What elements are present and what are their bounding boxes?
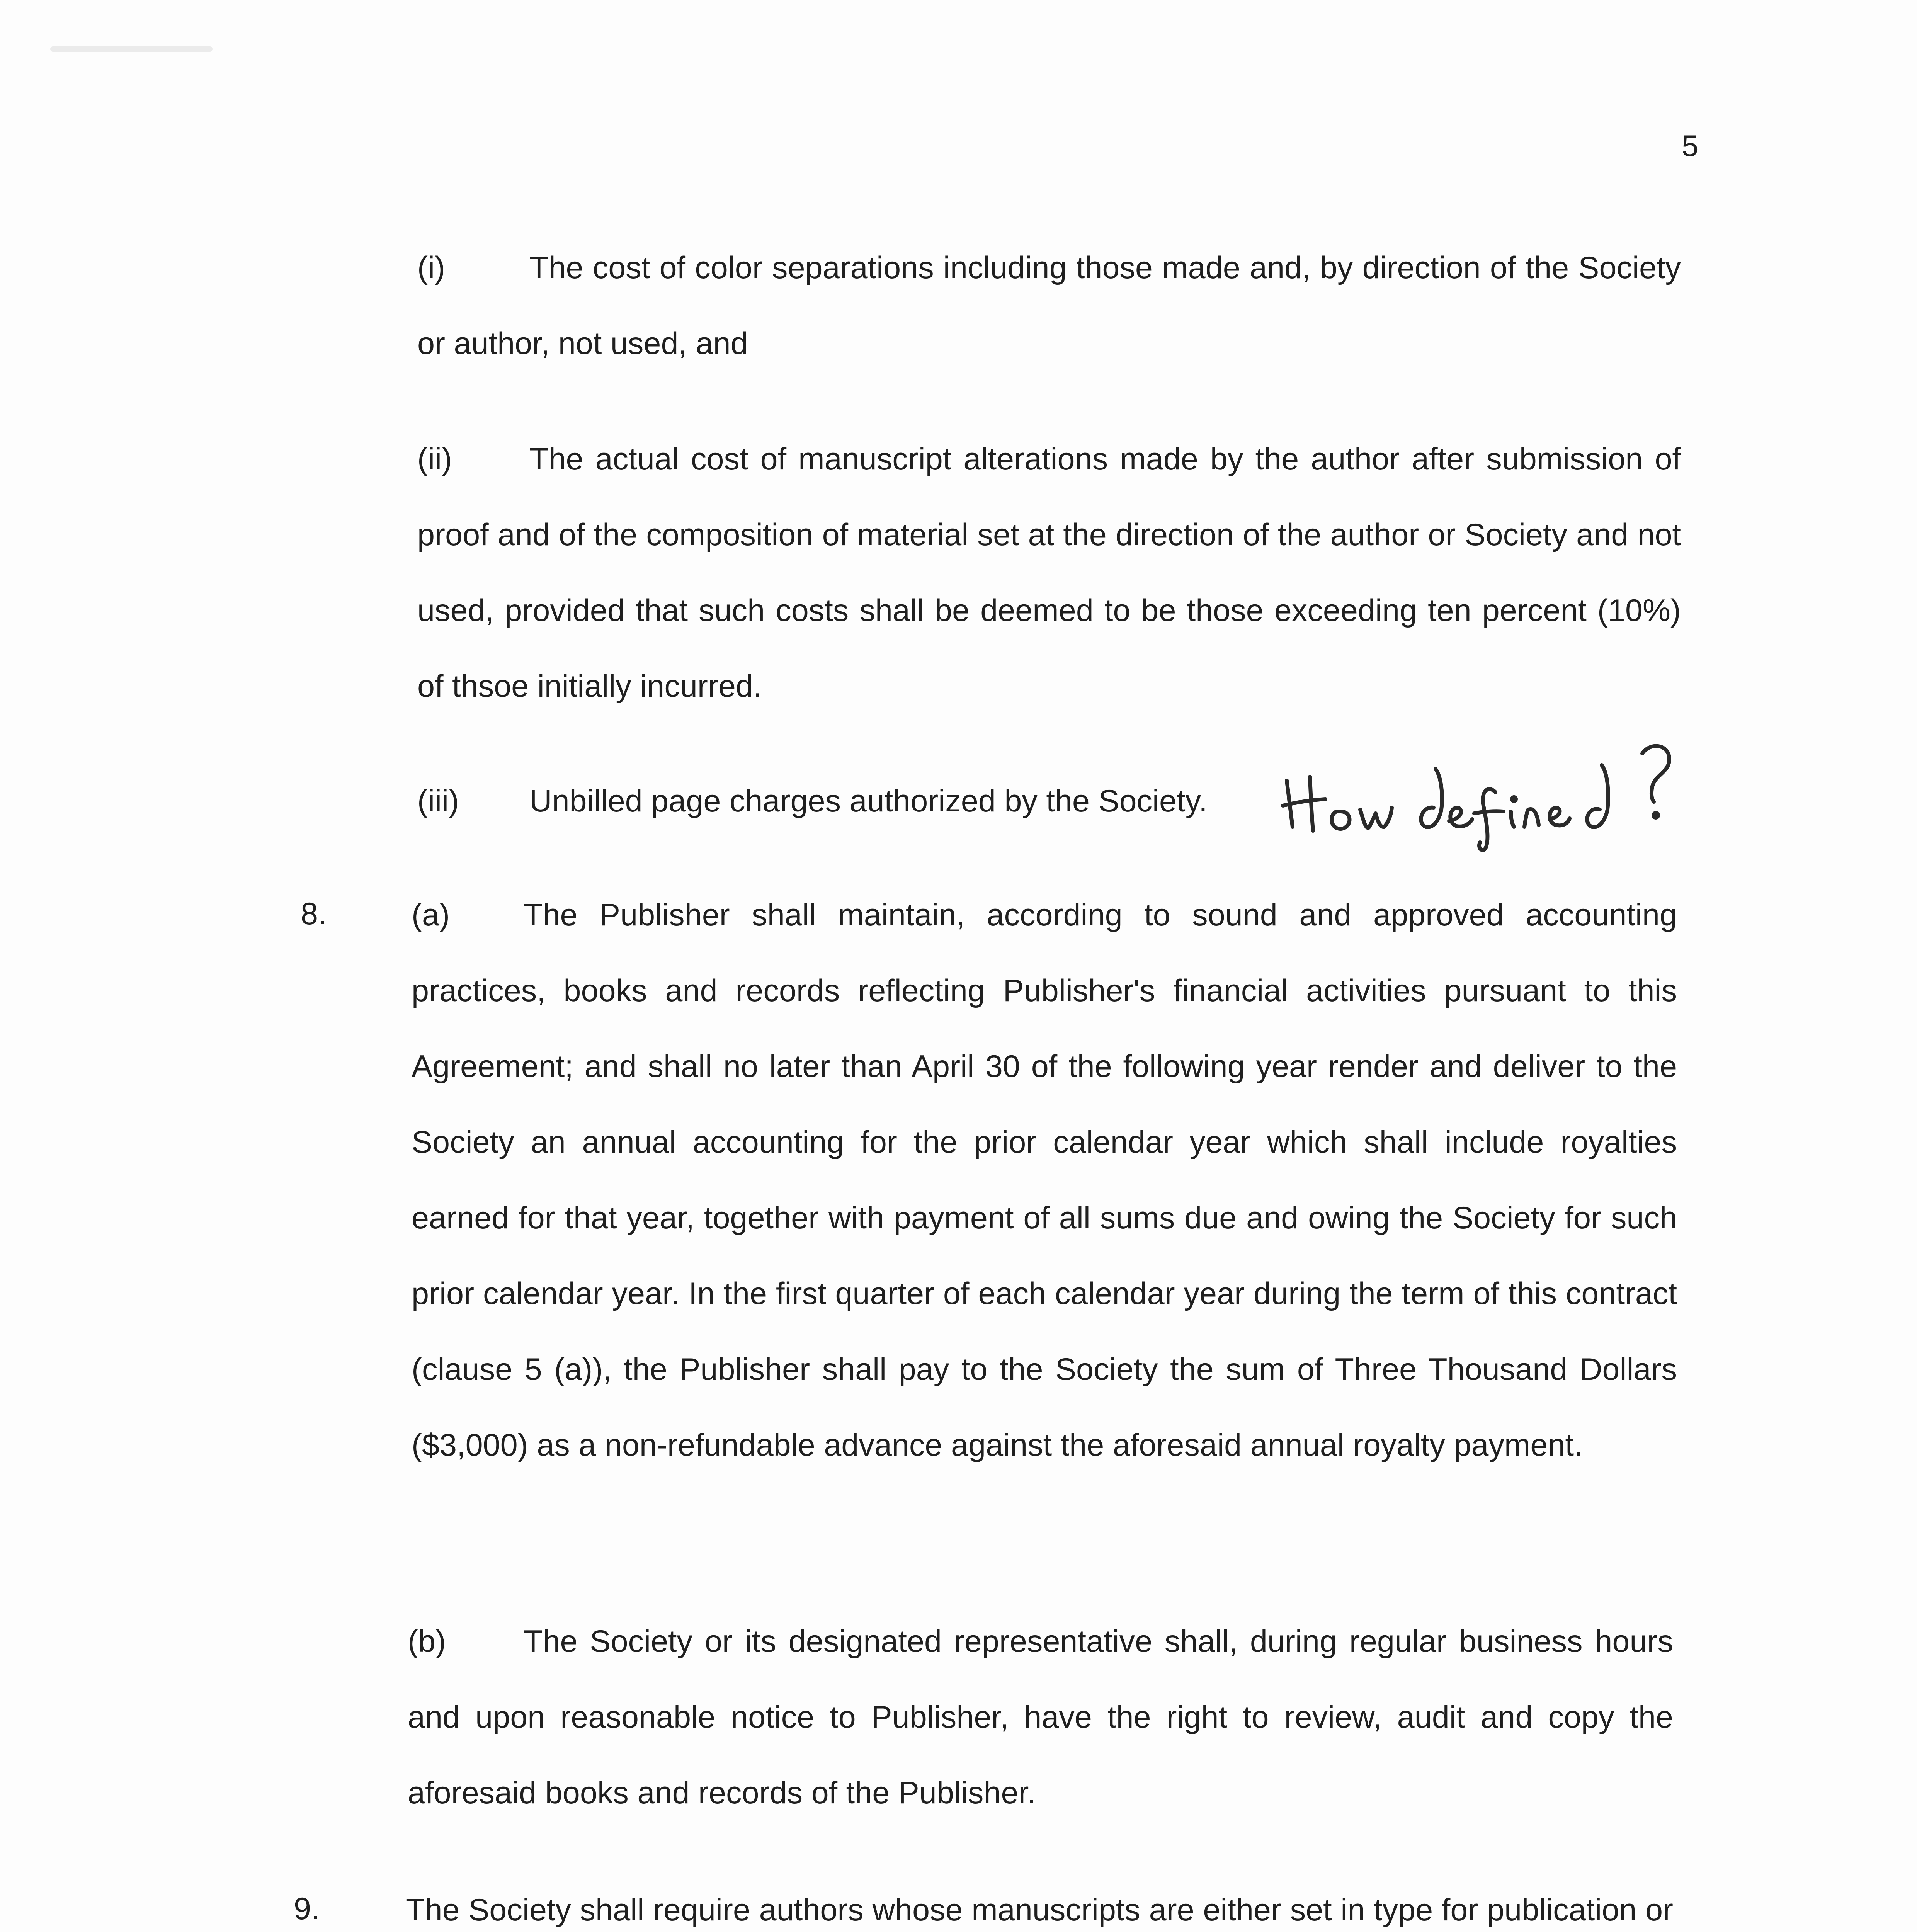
item-i-marker: (i) xyxy=(417,250,445,285)
item-i xyxy=(417,230,1681,381)
page-number: 5 xyxy=(1682,129,1699,163)
item-ii-text: The actual cost of manuscript alterations made by the author after submission of proof and of the composition of material set at the direction of the author or Society and not used, provided that such costs shall be deemed to be those exceeding ten percent (10%) of thsoe initially incurred. xyxy=(417,442,1681,704)
item-iii-marker: (iii) xyxy=(417,784,459,818)
item-iii xyxy=(417,763,1306,839)
handwritten-note xyxy=(1279,730,1685,854)
clause-9 xyxy=(406,1872,1673,1932)
item-iii-text: Unbilled page charges authorized by the Society. xyxy=(529,784,1208,818)
clause-8a-text: The Publisher shall maintain, according to sound and approved accounting practices, books and records reflecting Publisher's financial activities pursuant to this Agreement; and shall no later than April 30 of the following year render and deliver to the Society an annual accounting for the prior calendar year which shall include royalties earned for that year, together with payment of all sums due and owing the Society for such prior calendar year. In the first quarter of each calendar year during the term of this contract (clause 5 (a)), the Publisher shall pay to the Society the sum of Three Thousand Dollars ($3,000) as a non-refundable advance against the aforesaid annual royalty payment. xyxy=(412,898,1677,1463)
clause-8b-text: The Society or its designated representative shall, during regular business hours and upon reasonable notice to Publisher, have the right to review, audit and copy the aforesaid books and records of the Publisher. xyxy=(408,1624,1673,1810)
clause-9-text: The Society shall require authors whose manuscripts are either set in type for publication or xyxy=(406,1893,1673,1927)
handwritten-note-drawing xyxy=(1279,730,1685,854)
item-ii xyxy=(417,421,1681,724)
clause-8-number: 8. xyxy=(301,896,327,931)
clause-8a xyxy=(412,877,1677,1483)
clause-9-number: 9. xyxy=(294,1891,320,1926)
scan-artifact xyxy=(50,46,213,52)
clause-8b-marker: (b) xyxy=(408,1624,446,1659)
clause-8a-marker: (a) xyxy=(412,898,450,932)
item-ii-marker: (ii) xyxy=(417,442,452,476)
item-i-text: The cost of color separations including those made and, by direction of the Society or author, not used, and xyxy=(417,250,1681,361)
clause-8b xyxy=(408,1604,1673,1831)
